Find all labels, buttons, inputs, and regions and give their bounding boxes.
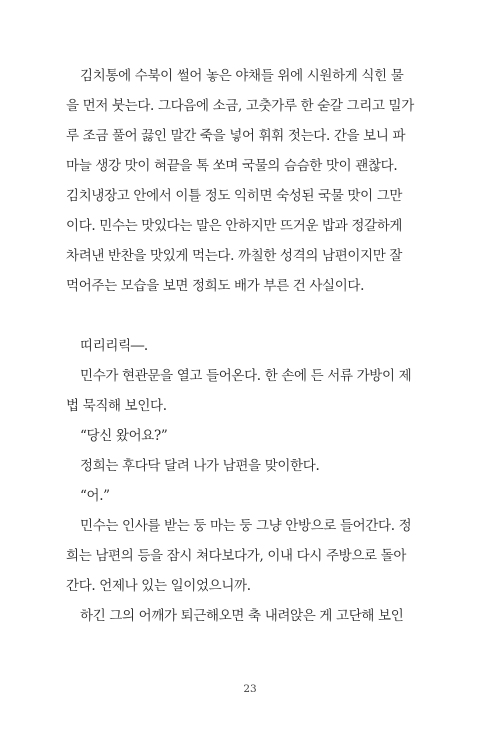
text-line: 이다. 민수는 맛있다는 말은 안하지만 뜨거운 밥과 정갈하게 [66, 218, 403, 234]
page-number: 23 [243, 683, 257, 695]
text-line: 희는 남편의 등을 잠시 쳐다보다가, 이내 다시 주방으로 돌아 [66, 548, 407, 564]
text-line: 먹어주는 모습을 보면 정희도 배가 부른 건 사실이다. [66, 278, 365, 294]
text-line: 김치통에 수북이 썰어 놓은 야채들 위에 시원하게 식힌 물 [80, 68, 404, 84]
text-line: 띠리리릭―. [80, 338, 148, 354]
text-line: “당신 왔어요?” [80, 428, 168, 444]
text-line: 마늘 생강 맛이 혀끝을 톡 쏘며 국물의 슴슴한 맛이 괜찮다. [66, 158, 398, 174]
text-line: 김치냉장고 안에서 이틀 정도 익히면 숙성된 국물 맛이 그만 [66, 188, 403, 204]
text-line: 민수가 현관문을 열고 들어온다. 한 손에 든 서류 가방이 제 [80, 368, 412, 384]
text-line: 루 조금 풀어 끓인 말간 죽을 넣어 휘휘 젓는다. 간을 보니 파 [66, 128, 406, 144]
text-line: 법 묵직해 보인다. [66, 398, 167, 414]
text-line: 간다. 언제나 있는 일이었으니까. [66, 578, 251, 594]
text-line: 을 먼저 붓는다. 그다음에 소금, 고춧가루 한 숟갈 그리고 밀가 [66, 98, 414, 114]
text-line: “어.” [80, 488, 110, 504]
text-line: 차려낸 반찬을 맛있게 먹는다. 까칠한 성격의 남편이지만 잘 [66, 248, 403, 264]
text-line: 정희는 후다닥 달려 나가 남편을 맞이한다. [80, 458, 320, 474]
text-line: 민수는 인사를 받는 둥 마는 둥 그냥 안방으로 들어간다. 정 [80, 518, 412, 534]
text-line: 하긴 그의 어깨가 퇴근해오면 축 내려앉은 게 고단해 보인 [80, 608, 404, 624]
